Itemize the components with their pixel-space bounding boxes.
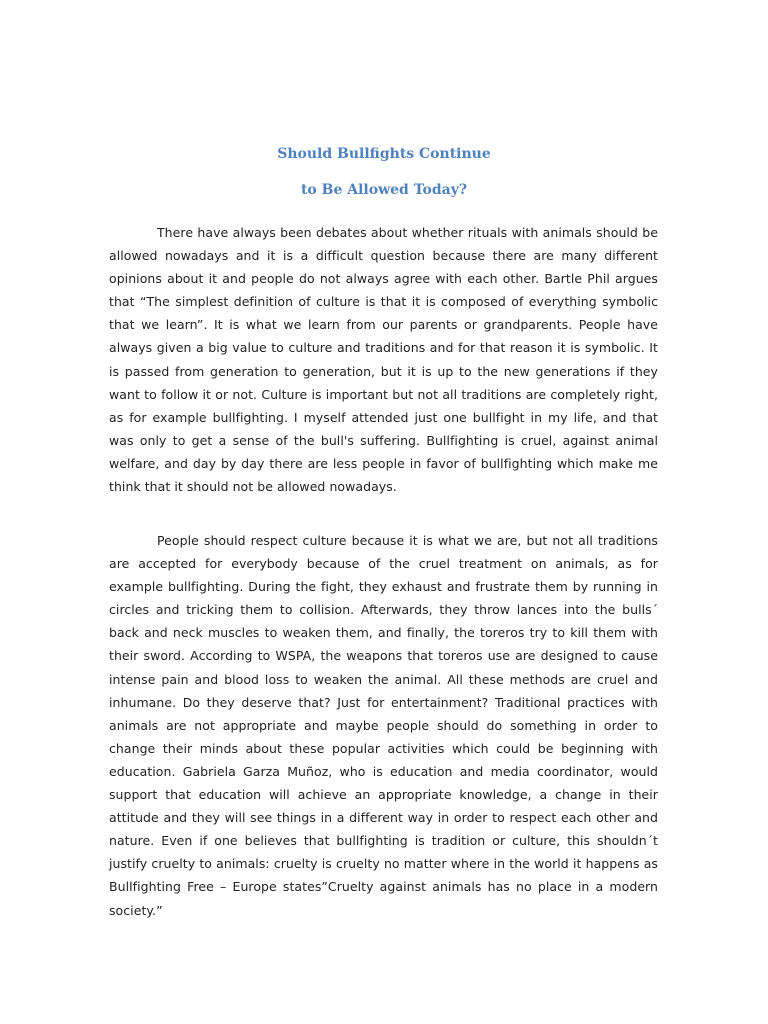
document-title-line-2: to Be Allowed Today? [300, 182, 468, 198]
body-paragraph-1: There have always been debates about whether rituals with animals should be allowed nowadays and it is a difficult question because there are many different opinions about it and people do not always agree with each other. Bartle Phil argues that “The simplest definition of culture is that it is composed of everything symbolic that we learn”. It is what we learn from our parents or grandparents. People have always given a big value to culture and traditions and for that reason it is symbolic. It is passed from generation to generation, but it is up to the new generations if they want to follow it or not. Culture is important but not all traditions are completely right, as for example bullfighting. I myself attended just one bullfight in my life, and that was only to get a sense of the bull's suffering. Bullfighting is cruel, against animal welfare, and day by day there are less people in favor of bullfighting which make me think that it should not be allowed nowadays. [109, 225, 658, 495]
body-paragraph-2: People should respect culture because it is what we are, but not all traditions are accepted for everybody because of the cruel treatment on animals, as for example bullfighting. During the fight, they exhaust and frustrate them by running in circles and tricking them to collision. Afterwards, they throw lances into the bulls´ back and neck muscles to weaken them, and finally, the toreros try to kill them with their sword. According to WSPA, the weapons that toreros use are designed to cause intense pain and blood loss to weaken the animal. All these methods are cruel and inhumane. Do they deserve that? Just for entertainment? Traditional practices with animals are not appropriate and maybe people should do something in order to change their minds about these popular activities which could be beginning with education. Gabriela Garza Muñoz, who is education and media coordinator, would support that education will achieve an appropriate knowledge, a change in their attitude and they will see things in a different way in order to respect each other and nature. Even if one believes that bullfighting is tradition or culture, this shouldn´t justify cruelty to animals: cruelty is cruelty no matter where in the world it happens as Bullfighting Free – Europe states”Cruelty against animals has no place in a modern society.” [109, 533, 658, 918]
document-title-line-1: Should Bullfights Continue [277, 146, 491, 162]
